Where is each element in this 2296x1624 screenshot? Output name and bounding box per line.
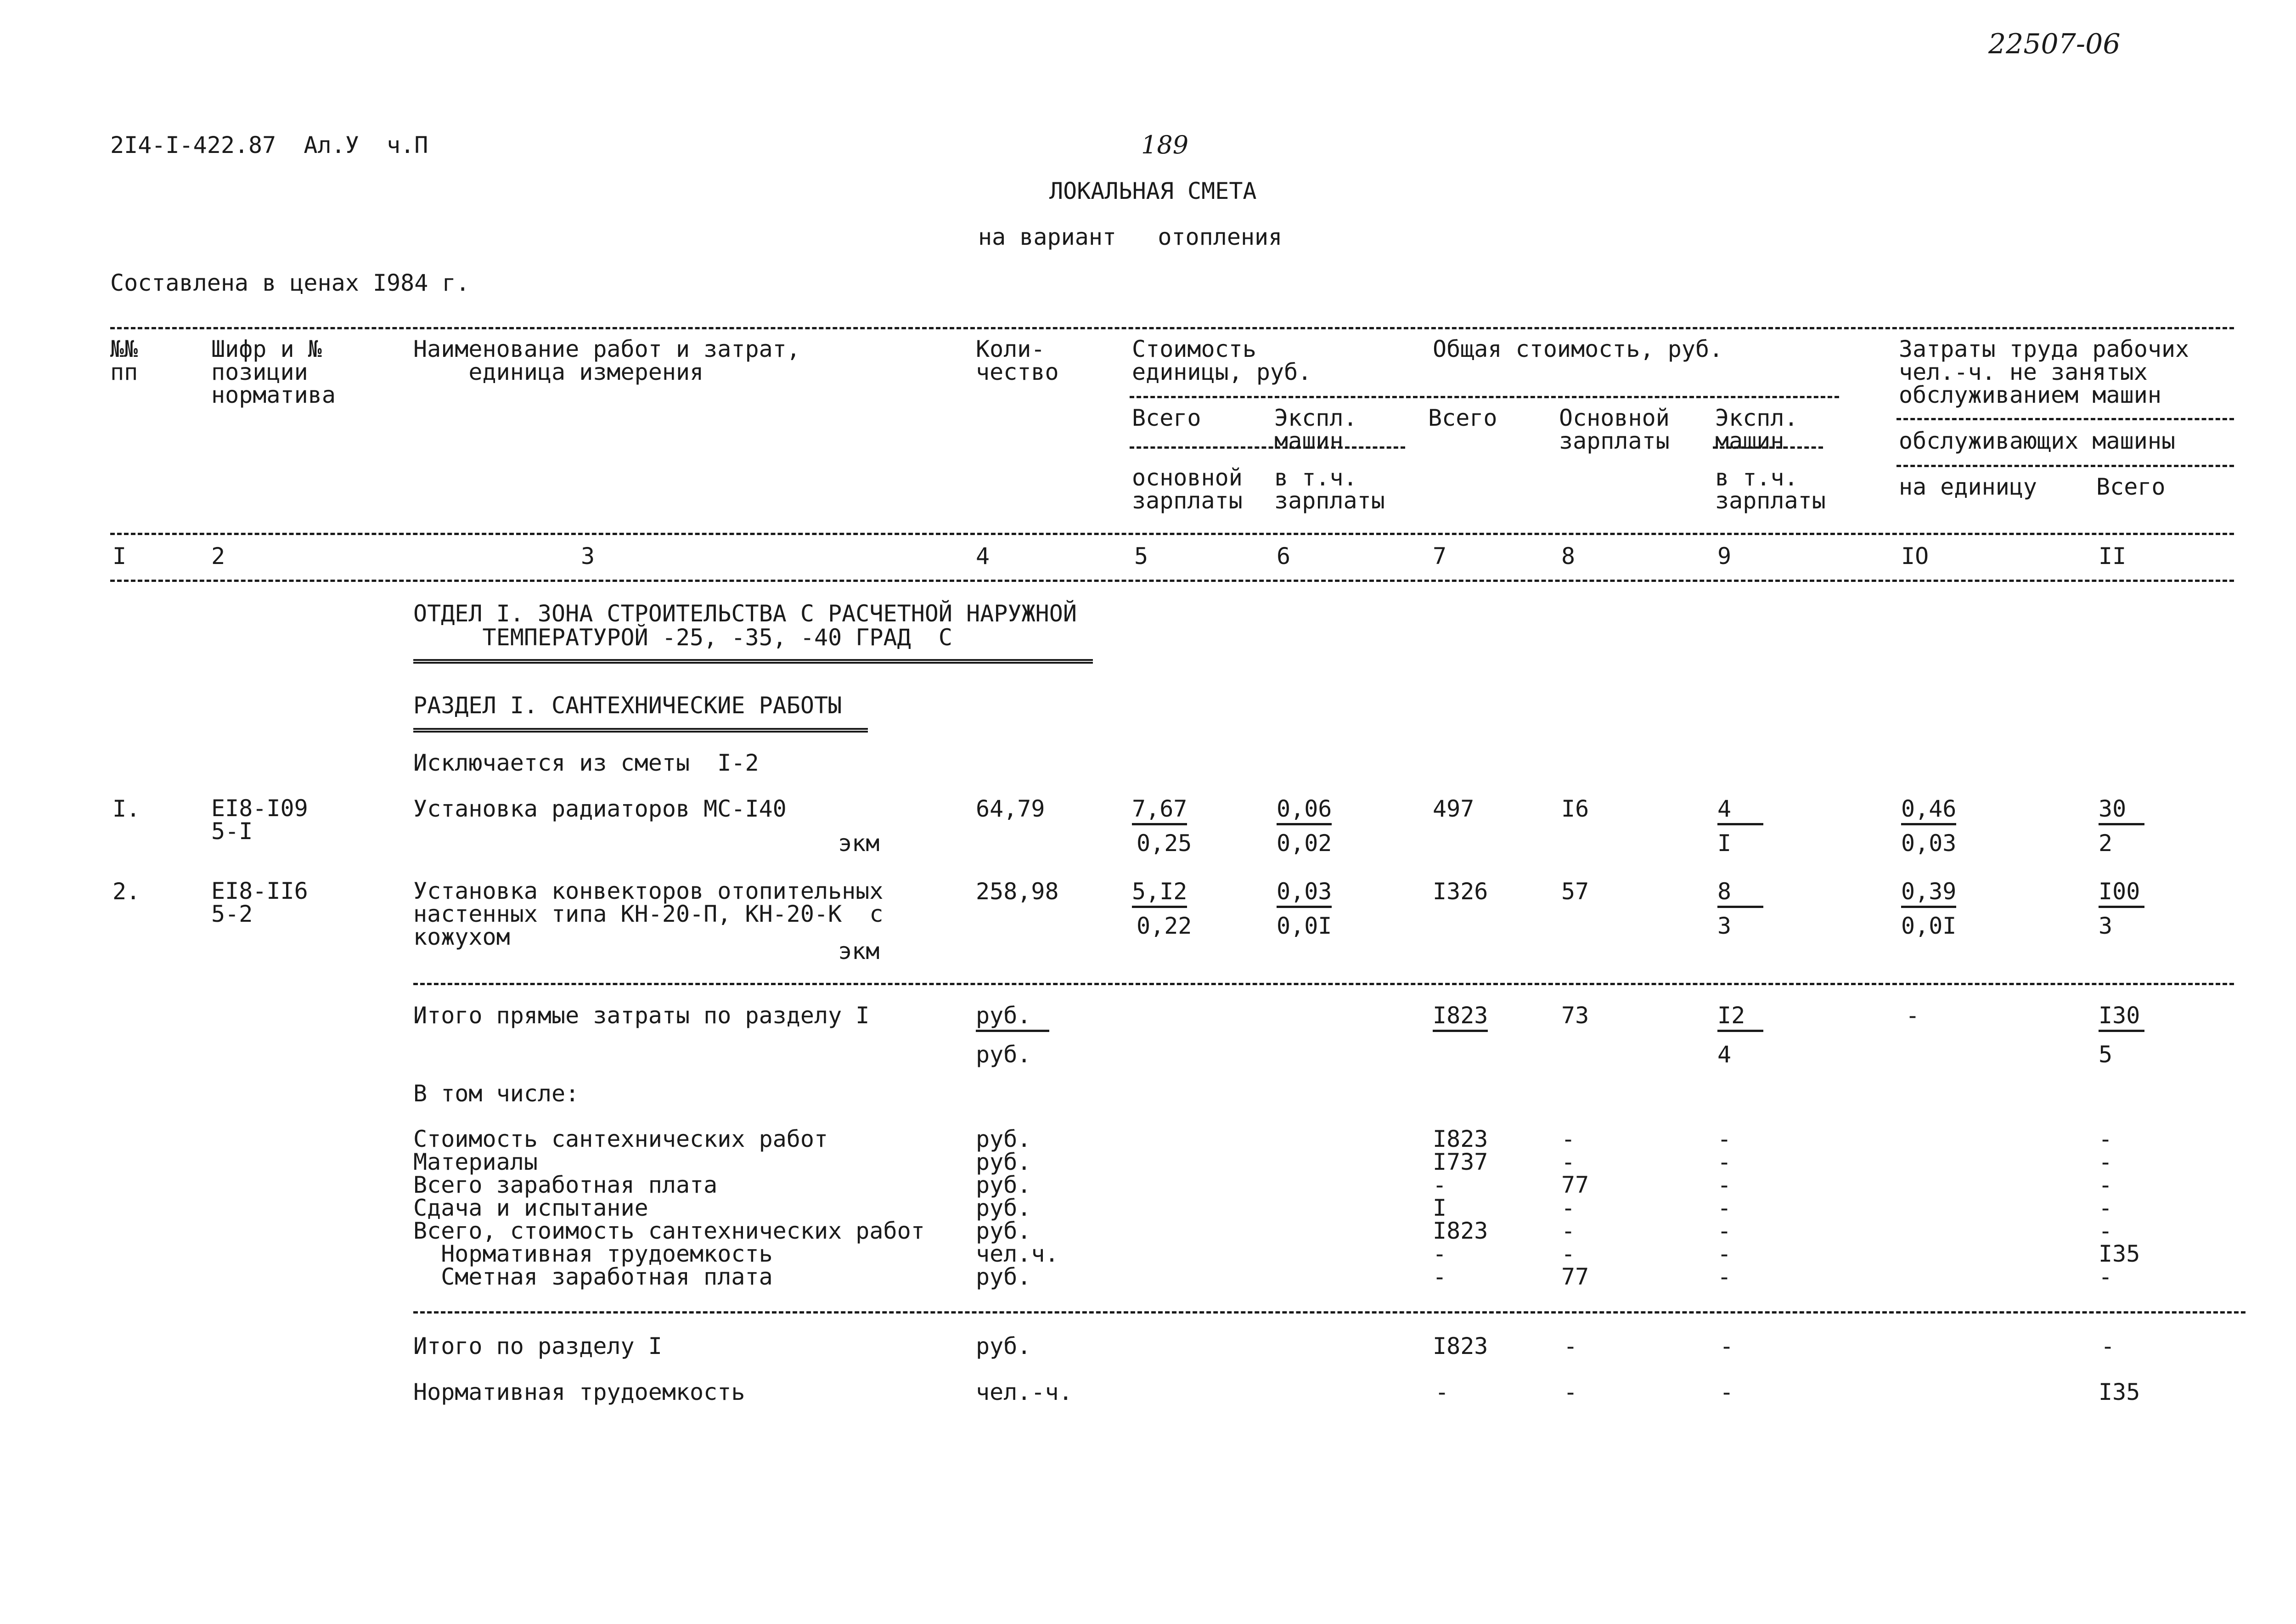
item-1-labor-unit: 0,46 <box>1901 795 1956 825</box>
item-2-num: 2. <box>113 878 141 905</box>
item-2-machines: 8 <box>1717 878 1763 908</box>
archive-stamp: 22507-06 <box>1988 28 2121 60</box>
items-end-rule <box>413 983 2234 985</box>
header-subrule-cost <box>1130 396 1839 398</box>
item-1-machine-salary: I <box>1717 830 1732 857</box>
col-number-11: II <box>2099 543 2127 570</box>
col-header-11: Всего <box>2096 474 2166 500</box>
col-number-5: 5 <box>1134 543 1148 570</box>
labor-intensity-unit: чел.-ч. <box>976 1379 1073 1405</box>
col-number-1: I <box>113 543 127 570</box>
col-number-8: 8 <box>1561 543 1576 570</box>
item-2-quantity: 258,98 <box>976 878 1059 905</box>
section-double-rule <box>413 728 868 733</box>
document-code: 2I4-I-422.87 Ал.У ч.П <box>110 132 428 158</box>
item-1-num: I. <box>113 795 141 822</box>
totals-service-total: 5 <box>2099 1041 2113 1068</box>
item-1-quantity: 64,79 <box>976 795 1045 822</box>
col-header-8: Основной зарплаты <box>1559 405 1670 454</box>
col-header-name: Наименование работ и затрат, единица измерения <box>413 336 800 385</box>
item-1-total: 497 <box>1433 795 1474 822</box>
item-1-machines: 4 <box>1717 795 1763 825</box>
item-2-labor-unit: 0,39 <box>1901 878 1956 908</box>
col-header-unit-cost: Стоимость единицы, руб. <box>1132 336 1312 385</box>
item-2-unit-machines: 0,03 <box>1277 878 1332 908</box>
breakdown-labor-total: - - - - - I35 - <box>2099 1126 2140 1290</box>
item-2-labor-total: I00 <box>2099 878 2144 908</box>
col-header-num: №№ пп <box>110 336 138 385</box>
item-1-name: Установка радиаторов МС-I40 <box>413 795 787 822</box>
prices-note: Составлена в ценах I984 г. <box>110 270 470 296</box>
section-total-machines: - <box>1720 1333 1734 1359</box>
section-total-label: Итого по разделу I <box>413 1333 662 1359</box>
col-header-quantity: Коли- чество <box>976 336 1059 385</box>
item-1-base-salary: I6 <box>1561 795 1589 822</box>
totals-machines: I2 <box>1717 1002 1763 1032</box>
item-1-code: EI8-I09 5-I <box>211 795 308 845</box>
item-1-labor-total: 30 <box>2099 795 2144 825</box>
section-heading: РАЗДЕЛ I. САНТЕХНИЧЕСКИЕ РАБОТЫ <box>413 692 842 719</box>
breakdown-machines: - - - - - - - <box>1717 1126 1732 1290</box>
department-double-rule <box>413 659 1093 664</box>
item-2-machine-salary: 3 <box>1717 913 1732 939</box>
item-1-unit-salary: 0,25 <box>1137 830 1192 857</box>
header-mid-rule <box>110 533 2234 535</box>
totals-unit-2: руб. <box>976 1041 1031 1068</box>
item-1-service-unit: 0,03 <box>1901 830 1957 857</box>
document-subtitle: на вариант отопления <box>978 224 1283 250</box>
col-header-labor-service: обслуживающих машины <box>1899 428 2176 454</box>
col-header-5a: Всего <box>1132 405 1201 431</box>
department-heading: ОТДЕЛ I. ЗОНА СТРОИТЕЛЬСТВА С РАСЧЕТНОЙ НАРУЖНОЙ ТЕМПЕРАТУРОЙ -25, -35, -40 ГРАД С <box>413 600 1077 651</box>
header-top-rule <box>110 327 2234 329</box>
header-bottom-rule <box>110 580 2234 582</box>
col-number-2: 2 <box>211 543 225 570</box>
labor-intensity-machines: - <box>1720 1379 1734 1405</box>
item-2-service-total: 3 <box>2099 913 2113 939</box>
item-2-unit-salary: 0,22 <box>1137 913 1192 939</box>
item-1-service-total: 2 <box>2099 830 2113 857</box>
section-total-labor: - <box>2101 1333 2115 1359</box>
col-header-code: Шифр и № позиции норматива <box>211 336 336 408</box>
item-1-unit-machine-salary: 0,02 <box>1277 830 1332 857</box>
col-number-4: 4 <box>976 543 990 570</box>
breakdown-units: руб. руб. руб. руб. руб. чел.ч. руб. <box>976 1126 1059 1290</box>
col-header-9a: Экспл. машин <box>1715 405 1798 454</box>
col-number-7: 7 <box>1433 543 1447 570</box>
totals-base-salary: 73 <box>1561 1002 1589 1029</box>
item-1-unit-machines: 0,06 <box>1277 795 1332 825</box>
item-2-unit-machine-salary: 0,0I <box>1277 913 1332 939</box>
item-1-unit-total: 7,67 <box>1132 795 1187 825</box>
section-total-unit: руб. <box>976 1333 1031 1359</box>
totals-machine-salary: 4 <box>1717 1041 1732 1068</box>
breakdown-end-rule <box>413 1311 2245 1314</box>
breakdown-base-salary: - - 77 - - - 77 <box>1561 1126 1589 1290</box>
col-header-total-cost: Общая стоимость, руб. <box>1433 336 1723 362</box>
col-header-6a: Экспл. машин <box>1274 405 1357 454</box>
col-header-5b: основной зарплаты <box>1132 464 1243 514</box>
header-subrule-labor <box>1896 418 2234 420</box>
item-2-unit: экм <box>838 938 880 964</box>
totals-labor-total: I30 <box>2099 1002 2144 1032</box>
col-header-10: на единицу <box>1899 474 2037 500</box>
breakdown-labels: Стоимость сантехнических работ Материалы Всего заработная плата Сдача и испытание Всего, стоимость сантехнических работ Нормативная трудоемкость Сметная заработная плата <box>413 1126 925 1290</box>
including-label: В том числе: <box>413 1080 580 1107</box>
header-subrule-unit <box>1130 446 1405 449</box>
col-number-10: IO <box>1901 543 1929 570</box>
item-2-total: I326 <box>1433 878 1488 905</box>
labor-intensity-label: Нормативная трудоемкость <box>413 1379 745 1405</box>
totals-total: I823 <box>1433 1002 1488 1032</box>
section-total-base-salary: - <box>1564 1333 1578 1359</box>
col-header-6b: в т.ч. зарплаты <box>1274 464 1385 514</box>
header-subrule-service <box>1896 465 2234 467</box>
col-number-6: 6 <box>1277 543 1291 570</box>
section-total-total: I823 <box>1433 1333 1488 1359</box>
labor-intensity-base-salary: - <box>1564 1379 1578 1405</box>
labor-intensity-value: I35 <box>2099 1379 2140 1405</box>
col-header-7: Всего <box>1428 405 1497 431</box>
item-2-name: Установка конвекторов отопительных настенных типа КН-20-П, КН-20-К с кожухом <box>413 878 884 950</box>
item-1-unit: экм <box>838 830 880 857</box>
totals-labor-unit: - <box>1906 1002 1920 1029</box>
col-header-9b: в т.ч. зарплаты <box>1715 464 1826 514</box>
item-2-base-salary: 57 <box>1561 878 1589 905</box>
breakdown-total: I823 I737 - I I823 - - <box>1433 1126 1488 1290</box>
totals-label: Итого прямые затраты по разделу I <box>413 1002 870 1029</box>
document-title: ЛОКАЛЬНАЯ СМЕТА <box>1049 178 1257 204</box>
col-number-9: 9 <box>1717 543 1732 570</box>
item-2-unit-total: 5,I2 <box>1132 878 1187 908</box>
col-header-labor: Затраты труда рабочих чел.-ч. не занятых обслуживанием машин <box>1899 336 2189 408</box>
page-number: 189 <box>1141 130 1189 159</box>
excluded-note: Исключается из сметы I-2 <box>413 750 759 776</box>
item-2-service-unit: 0,0I <box>1901 913 1957 939</box>
totals-unit-1: руб. <box>976 1002 1049 1032</box>
item-2-code: EI8-II6 5-2 <box>211 878 308 927</box>
labor-intensity-total: - <box>1435 1379 1449 1405</box>
col-number-3: 3 <box>581 543 595 570</box>
